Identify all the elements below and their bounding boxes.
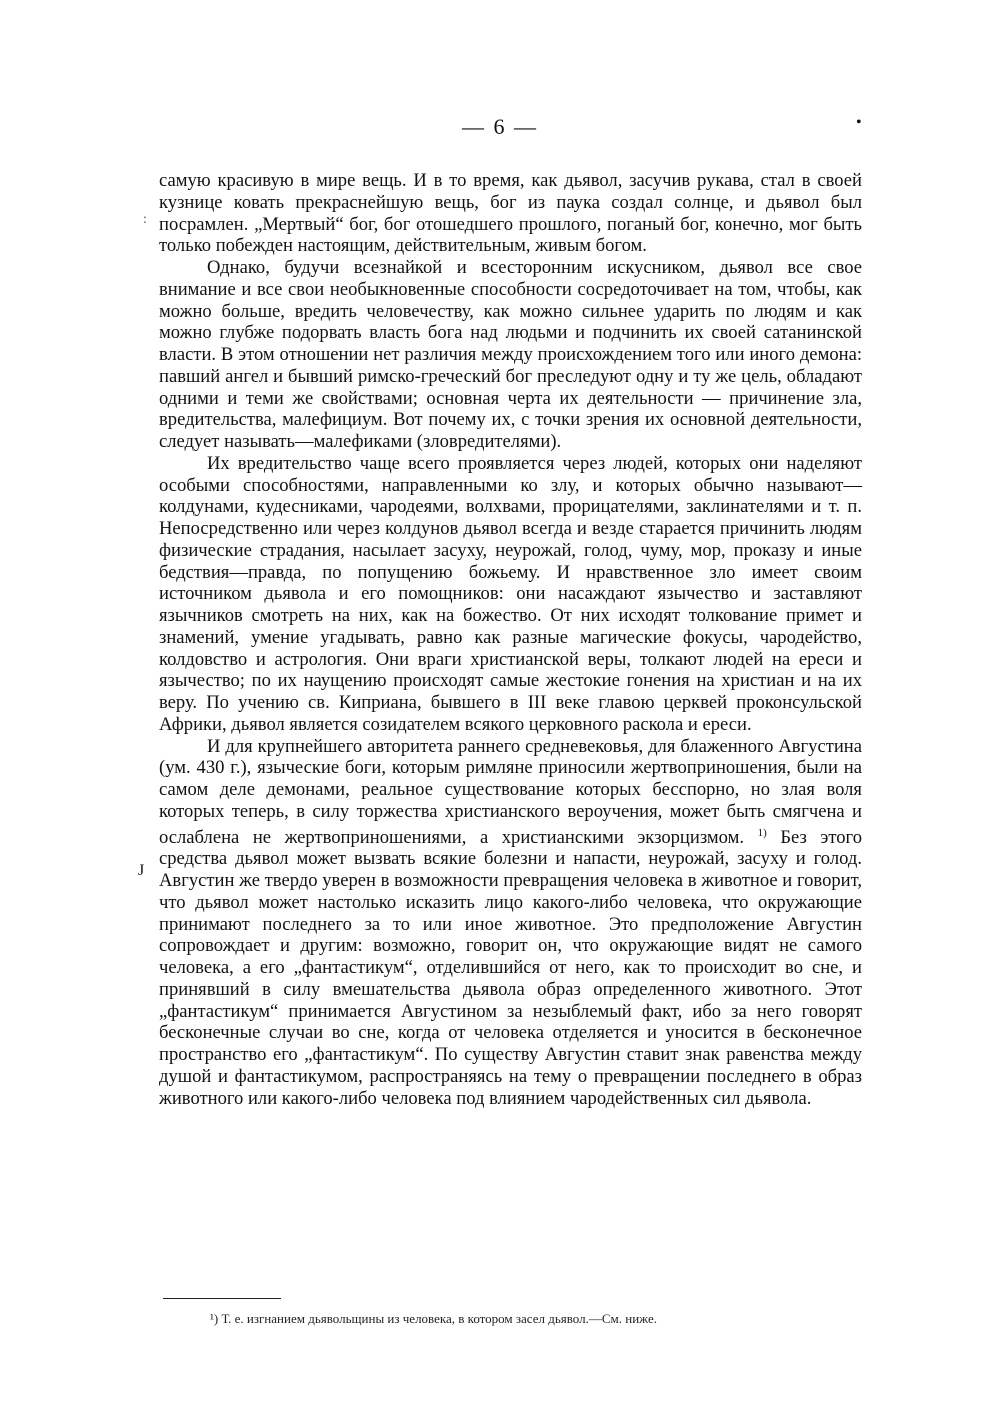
paragraph-4 — [159, 736, 862, 1110]
margin-mark: J — [138, 862, 145, 879]
paragraph-2: Однако, будучи всезнайкой и всесторонним искусником, дьявол все свое внимание и все свои необыкновенные способности сосредоточивает на том, чтобы, как можно больше, вредить человечеству, как можно сильнее ударить по людям и как можно глубже подорвать власть бога над людьми и подчинить их своей сатанинской власти. В этом отношении нет различия между происхождением того или иного демона: павший ангел и бывший римско-греческий бог преследуют одну и ту же цель, обладают одними и теми же свойствами; основная черта их деятельности — причинение зла, вредительства, малефициум. Вот почему их, с точки зрения их основной деятельности, следует называть—малефиками (зловредителями). — [159, 257, 862, 452]
paragraph-3: Их вредительство чаще всего проявляется через людей, которых они наделяют особыми способностями, направленными ко злу, и которых обычно называют—колдунами, кудесниками, чародеями, волхвами, прорицателями, заклинателями и т. п. Непосредственно или через колдунов дьявол всегда и везде старается причинить людям физические страдания, насылает засуху, неурожай, голод, чуму, мор, проказу и иные бедствия—правда, по попущению божьему. И нравственное зло имеет своим источником дьявола и его помощников: они насаждают язычество и заставляют язычников смотреть на них, как на божество. От них исходят толкование примет и знамений, умение угадывать, равно как разные магические фокусы, чародейство, колдовство и астрология. Они враги христианской веры, толкают людей на ереси и язычество; по их наущению происходят самые жестокие гонения на христиан и на их веру. По учению св. Киприана, бывшего в III веке главою церквей проконсульской Африки, дьявол является созидателем всякого церковного раскола и ереси. — [159, 452, 862, 735]
corner-mark: • — [856, 114, 862, 131]
page-number: — 6 — — [462, 114, 538, 139]
paragraph-1: самую красивую в мире вещь. И в то время, как дьявол, засучив рукава, стал в своей кузнице ковать прекраснейшую вещь, бог из паука создал солнце, и дьявол был посрамлен. „Мертвый“ бог, бог отошедшего прошлого, поганый бог, конечно, мог быть только побежден настоящим, действительным, живым богом. — [159, 170, 862, 257]
footnote-divider — [163, 1298, 281, 1299]
main-text — [159, 170, 862, 1109]
footnote-reference: 1) — [757, 826, 767, 839]
footnote: ¹) Т. е. изгнанием дьявольщины из человека, в котором засел дьявол.—См. ниже. — [210, 1311, 658, 1326]
paragraph-4-part-1: И для крупнейшего авторитета раннего средневековья, для блаженного Августина (ум. 430 г.), языческие боги, которым римляне приносили жертвоприношения, были на самом деле демонами, реальное существование которых бесспорно, но злая воля которых теперь, в силу торжества христианского вероучения, может быть смягчена и ослаблена не жертвоприношениями, а христианскими экзорцизмом. — [159, 735, 862, 848]
margin-mark: : — [143, 212, 147, 227]
paragraph-4-part-2: Без этого средства дьявол может вызвать всякие болезни и напасти, неурожай, засуху и голод. Августин же твердо уверен в возможности превращения человека в животное и говорит, что дьявол может настолько исказить лицо какого-либо человека, что окружающие принимают последнего за то или иное животное. Это предположение Августин сопровождает и другим: возможно, говорит он, что окружающие видят не самого человека, а его „фантастикум“, отделившийся от него, как то происходит во сне, и принявший в силу вмешательства дьявола образ определенного животного. Этот „фантастикум“ принимается Августином за незыблемый факт, ибо за него говорят бесконечные случаи во сне, когда от человека отделяется и уносится в бесконечное пространство его „фантастикум“. По существу Августин ставит знак равенства между душой и фантастикумом, распространяясь на тему о превращении последнего в образ животного или какого-либо человека под влиянием чародейственных сил дьявола. — [159, 826, 862, 1109]
